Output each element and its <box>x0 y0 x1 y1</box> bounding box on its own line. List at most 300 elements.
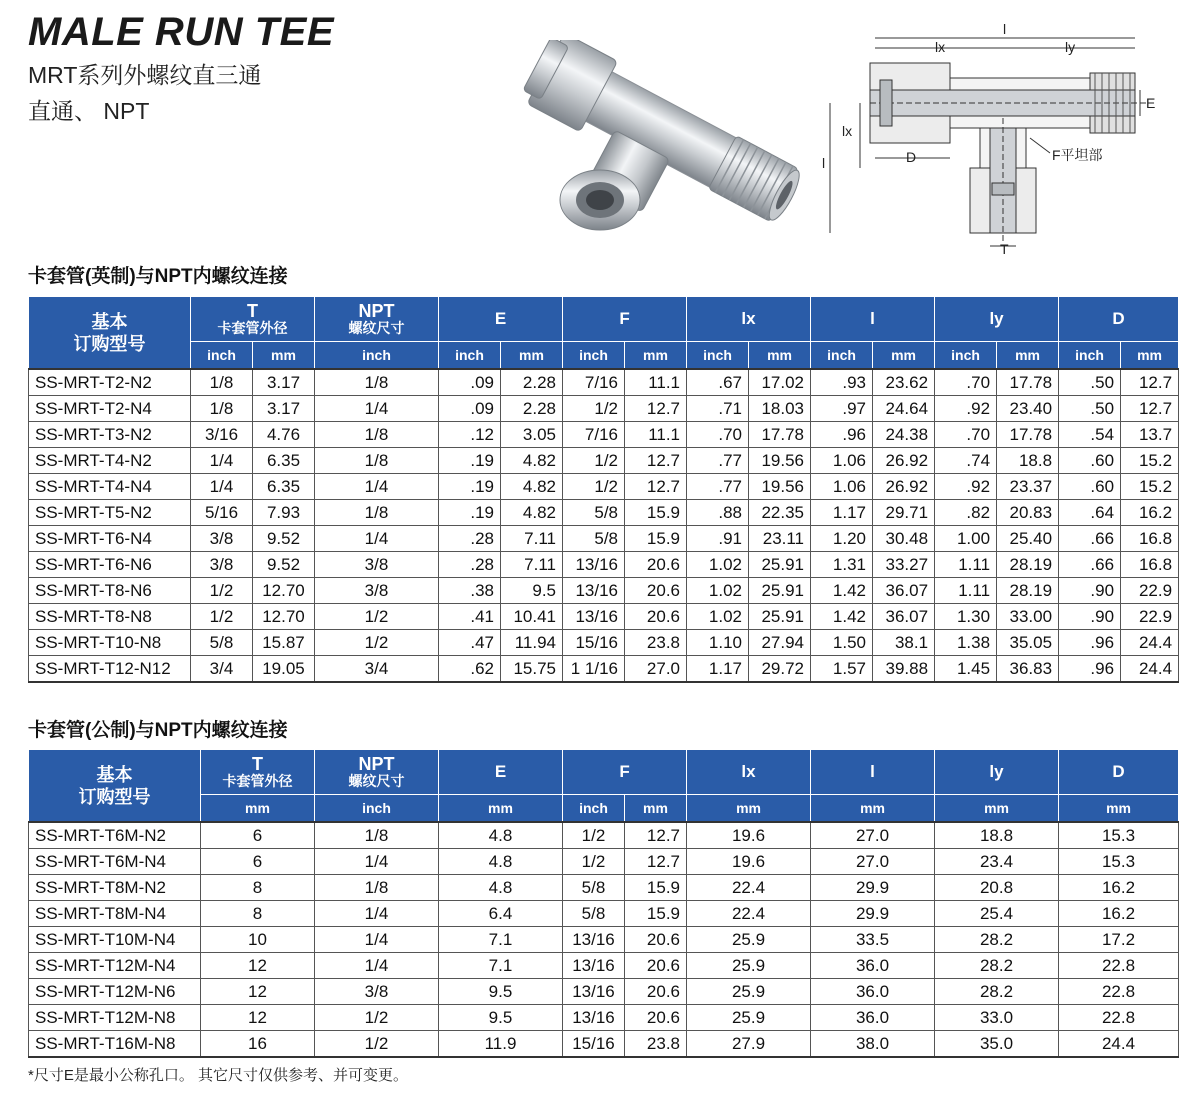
model-cell: SS-MRT-T4-N2 <box>29 448 191 474</box>
table-cell: 15.3 <box>1059 849 1179 875</box>
col-header-t <box>201 750 315 795</box>
table-cell: .19 <box>439 448 501 474</box>
table-cell: 20.8 <box>935 875 1059 901</box>
model-cell: SS-MRT-T10M-N4 <box>29 927 201 953</box>
table-cell: 26.92 <box>873 448 935 474</box>
table-cell: 1.42 <box>811 604 873 630</box>
table-cell: .90 <box>1059 604 1121 630</box>
unit-header: mm <box>749 342 811 370</box>
table-cell: .12 <box>439 422 501 448</box>
table-cell: .47 <box>439 630 501 656</box>
model-cell: SS-MRT-T8-N6 <box>29 578 191 604</box>
diagram-label-t: T <box>1000 241 1009 257</box>
table-cell: 24.4 <box>1121 656 1179 683</box>
table-cell: .19 <box>439 500 501 526</box>
table-cell: 3/8 <box>191 526 253 552</box>
table-cell: 19.6 <box>687 849 811 875</box>
table-cell: 12.7 <box>1121 369 1179 396</box>
table-cell: 33.27 <box>873 552 935 578</box>
model-cell: SS-MRT-T10-N8 <box>29 630 191 656</box>
table-cell: 1.17 <box>811 500 873 526</box>
header-text: NPT <box>358 754 395 774</box>
table-row <box>29 578 1179 604</box>
table-row <box>29 474 1179 500</box>
table-cell: 13/16 <box>563 927 625 953</box>
header-text: 基本 <box>96 764 133 785</box>
table-cell: 28.2 <box>935 953 1059 979</box>
table-cell: .91 <box>687 526 749 552</box>
unit-header: mm <box>439 795 563 823</box>
table-cell: 3/8 <box>315 552 439 578</box>
table-cell: 9.5 <box>501 578 563 604</box>
table-cell: 1.17 <box>687 656 749 683</box>
diagram-label-f: F平坦部 <box>1052 147 1103 163</box>
table-cell: 11.1 <box>625 369 687 396</box>
table-cell: 3/8 <box>315 979 439 1005</box>
table-cell: 5/8 <box>563 875 625 901</box>
table-cell: 25.9 <box>687 1005 811 1031</box>
table-cell: 22.9 <box>1121 578 1179 604</box>
table-cell: 26.92 <box>873 474 935 500</box>
table-cell: .90 <box>1059 578 1121 604</box>
table-cell: .54 <box>1059 422 1121 448</box>
table-cell: 1/8 <box>315 822 439 849</box>
table-cell: .64 <box>1059 500 1121 526</box>
table-cell: 12.70 <box>253 578 315 604</box>
unit-header: inch <box>439 342 501 370</box>
table-cell: 1.00 <box>935 526 997 552</box>
table-cell: 11.1 <box>625 422 687 448</box>
table-cell: 22.8 <box>1059 979 1179 1005</box>
table-cell: 12.7 <box>625 396 687 422</box>
unit-header: inch <box>563 342 625 370</box>
table-cell: 6.4 <box>439 901 563 927</box>
col-header-lx: lx <box>687 297 811 342</box>
col-header-l: l <box>811 750 935 795</box>
table-cell: 17.2 <box>1059 927 1179 953</box>
unit-header: inch <box>563 795 625 823</box>
model-cell: SS-MRT-T8M-N4 <box>29 901 201 927</box>
model-cell: SS-MRT-T6M-N2 <box>29 822 201 849</box>
table-cell: 1/4 <box>315 901 439 927</box>
table-cell: 17.78 <box>749 422 811 448</box>
table-cell: 1/8 <box>315 500 439 526</box>
table-cell: 22.4 <box>687 901 811 927</box>
unit-header: inch <box>687 342 749 370</box>
table-cell: 5/8 <box>563 500 625 526</box>
table-cell: 1/4 <box>191 474 253 500</box>
table-cell: 1/4 <box>315 849 439 875</box>
table-cell: 1 1/16 <box>563 656 625 683</box>
table-cell: 7.1 <box>439 927 563 953</box>
table-cell: 23.11 <box>749 526 811 552</box>
table-row <box>29 953 1179 979</box>
header-text: NPT <box>358 301 395 321</box>
diagram-label-ly: ly <box>1065 39 1076 55</box>
table-cell: 13/16 <box>563 604 625 630</box>
table-cell: 1.57 <box>811 656 873 683</box>
unit-header: mm <box>625 795 687 823</box>
table-cell: 12.7 <box>1121 396 1179 422</box>
table-cell: 2.28 <box>501 369 563 396</box>
table-cell: .28 <box>439 526 501 552</box>
table-row <box>29 901 1179 927</box>
table-cell: 36.0 <box>811 1005 935 1031</box>
table-cell: 28.19 <box>997 552 1059 578</box>
model-cell: SS-MRT-T12M-N8 <box>29 1005 201 1031</box>
model-cell: SS-MRT-T3-N2 <box>29 422 191 448</box>
table-row <box>29 822 1179 849</box>
table-cell: 16.2 <box>1059 901 1179 927</box>
table-cell: .70 <box>687 422 749 448</box>
model-cell: SS-MRT-T12M-N4 <box>29 953 201 979</box>
table-cell: 23.40 <box>997 396 1059 422</box>
table-cell: 25.9 <box>687 927 811 953</box>
table-cell: 1/4 <box>191 448 253 474</box>
table-cell: 25.4 <box>935 901 1059 927</box>
table-cell: 11.94 <box>501 630 563 656</box>
col-header-t <box>191 297 315 342</box>
unit-header: mm <box>1059 795 1179 823</box>
table-cell: 35.0 <box>935 1031 1059 1058</box>
table-cell: 16.2 <box>1121 500 1179 526</box>
table-cell: 18.8 <box>997 448 1059 474</box>
table-row <box>29 396 1179 422</box>
unit-header: inch <box>315 342 439 370</box>
diagram-label-lx-vertical: lx <box>842 123 853 139</box>
table-cell: 23.62 <box>873 369 935 396</box>
table-cell: 23.4 <box>935 849 1059 875</box>
table-cell: .96 <box>1059 656 1121 683</box>
table-cell: 15.9 <box>625 526 687 552</box>
header-text: 螺纹尺寸 <box>348 773 405 789</box>
table-cell: 38.1 <box>873 630 935 656</box>
table-cell: 22.4 <box>687 875 811 901</box>
unit-header: mm <box>253 342 315 370</box>
table-row <box>29 630 1179 656</box>
table-cell: 1.10 <box>687 630 749 656</box>
table-cell: 3/8 <box>315 578 439 604</box>
table-cell: 29.9 <box>811 875 935 901</box>
header-text: 螺纹尺寸 <box>348 320 405 336</box>
table-cell: .66 <box>1059 552 1121 578</box>
table-cell: 9.52 <box>253 526 315 552</box>
table-cell: .93 <box>811 369 873 396</box>
table-cell: 20.6 <box>625 927 687 953</box>
table-cell: 17.78 <box>997 422 1059 448</box>
table-cell: 1/4 <box>315 396 439 422</box>
model-cell: SS-MRT-T4-N4 <box>29 474 191 500</box>
table-cell: 25.91 <box>749 604 811 630</box>
table-cell: 20.6 <box>625 552 687 578</box>
table-cell: .50 <box>1059 396 1121 422</box>
col-header-model <box>29 750 201 823</box>
table-cell: 12.70 <box>253 604 315 630</box>
table-cell: 17.78 <box>997 369 1059 396</box>
table-cell: 13/16 <box>563 578 625 604</box>
metric-spec-table <box>28 749 1179 1058</box>
table-cell: 12.7 <box>625 822 687 849</box>
table-cell: 19.56 <box>749 474 811 500</box>
table-row <box>29 656 1179 683</box>
table-cell: 13/16 <box>563 1005 625 1031</box>
unit-header: mm <box>625 342 687 370</box>
table-cell: 4.8 <box>439 875 563 901</box>
table-cell: 16.8 <box>1121 526 1179 552</box>
col-header-f: F <box>563 297 687 342</box>
table-row <box>29 979 1179 1005</box>
table-cell: 19.56 <box>749 448 811 474</box>
table-cell: 5/16 <box>191 500 253 526</box>
model-cell: SS-MRT-T8M-N2 <box>29 875 201 901</box>
table-cell: 24.38 <box>873 422 935 448</box>
table-cell: 29.9 <box>811 901 935 927</box>
table-cell: 8 <box>201 901 315 927</box>
table-cell: 20.6 <box>625 979 687 1005</box>
table-cell: 36.07 <box>873 578 935 604</box>
table-cell: 1/4 <box>315 953 439 979</box>
col-header-l: l <box>811 297 935 342</box>
table-cell: 13/16 <box>563 979 625 1005</box>
diagram-label-lx: lx <box>935 39 946 55</box>
table-cell: 20.6 <box>625 1005 687 1031</box>
table-cell: 1/2 <box>563 849 625 875</box>
unit-header: inch <box>1059 342 1121 370</box>
table-cell: .19 <box>439 474 501 500</box>
table-cell: 12 <box>201 1005 315 1031</box>
table-cell: 22.8 <box>1059 953 1179 979</box>
table-cell: 15.3 <box>1059 822 1179 849</box>
table-cell: 20.83 <box>997 500 1059 526</box>
table-cell: 5/8 <box>563 526 625 552</box>
table-cell: 16.2 <box>1059 875 1179 901</box>
table-cell: 20.6 <box>625 578 687 604</box>
table-cell: 4.82 <box>501 474 563 500</box>
table-cell: 29.72 <box>749 656 811 683</box>
table-cell: 3.05 <box>501 422 563 448</box>
table-cell: 1/2 <box>563 822 625 849</box>
table-cell: 1/8 <box>315 369 439 396</box>
table-cell: 12.7 <box>625 474 687 500</box>
table-cell: 7/16 <box>563 422 625 448</box>
table-cell: 1/2 <box>315 630 439 656</box>
table-cell: 19.05 <box>253 656 315 683</box>
unit-header: mm <box>1121 342 1179 370</box>
table-cell: 25.9 <box>687 979 811 1005</box>
unit-header: mm <box>997 342 1059 370</box>
table-cell: 28.19 <box>997 578 1059 604</box>
table-cell: 11.9 <box>439 1031 563 1058</box>
table-cell: 8 <box>201 875 315 901</box>
table-cell: 4.8 <box>439 822 563 849</box>
table-cell: 38.0 <box>811 1031 935 1058</box>
table-cell: 1/2 <box>191 604 253 630</box>
table-cell: 1.02 <box>687 552 749 578</box>
table-cell: 7.1 <box>439 953 563 979</box>
table-cell: .60 <box>1059 448 1121 474</box>
page-subtitle: MRT系列外螺纹直三通 <box>28 62 262 88</box>
table-cell: 16 <box>201 1031 315 1058</box>
table-cell: 36.0 <box>811 953 935 979</box>
table-cell: 1/4 <box>315 526 439 552</box>
table-row <box>29 1005 1179 1031</box>
unit-header: mm <box>687 795 811 823</box>
table-cell: .28 <box>439 552 501 578</box>
model-cell: SS-MRT-T16M-N8 <box>29 1031 201 1058</box>
model-cell: SS-MRT-T8-N8 <box>29 604 191 630</box>
model-cell: SS-MRT-T5-N2 <box>29 500 191 526</box>
table-cell: 27.94 <box>749 630 811 656</box>
diagram-label-l-vertical: l <box>822 155 826 171</box>
table-cell: 27.0 <box>625 656 687 683</box>
header-text: 卡套管外径 <box>217 320 288 336</box>
col-header-model <box>29 297 191 370</box>
table-cell: .74 <box>935 448 997 474</box>
table-cell: 3.17 <box>253 396 315 422</box>
table-cell: .88 <box>687 500 749 526</box>
table-row <box>29 369 1179 396</box>
header-text: 卡套管外径 <box>222 773 293 789</box>
table-row <box>29 875 1179 901</box>
page-title: MALE RUN TEE <box>28 10 334 54</box>
model-cell: SS-MRT-T2-N4 <box>29 396 191 422</box>
unit-header: mm <box>873 342 935 370</box>
table-cell: 15.75 <box>501 656 563 683</box>
table-cell: 28.2 <box>935 979 1059 1005</box>
table-cell: 22.9 <box>1121 604 1179 630</box>
table-cell: 6.35 <box>253 448 315 474</box>
table-cell: 1.30 <box>935 604 997 630</box>
table-cell: 3/16 <box>191 422 253 448</box>
table-cell: .96 <box>811 422 873 448</box>
table-row <box>29 448 1179 474</box>
header-text: 订购型号 <box>78 786 151 807</box>
unit-header: mm <box>811 795 935 823</box>
header-text: 订购型号 <box>73 333 146 354</box>
product-photo <box>505 40 805 240</box>
table-cell: 1/8 <box>191 396 253 422</box>
model-cell: SS-MRT-T6-N6 <box>29 552 191 578</box>
table-cell: .60 <box>1059 474 1121 500</box>
unit-header: inch <box>315 795 439 823</box>
table-cell: .50 <box>1059 369 1121 396</box>
col-header-npt <box>315 297 439 342</box>
table-cell: 25.9 <box>687 953 811 979</box>
col-header-f: F <box>563 750 687 795</box>
header-text: T <box>247 301 258 321</box>
table-cell: 25.40 <box>997 526 1059 552</box>
table-cell: 9.5 <box>439 979 563 1005</box>
col-header-lx: lx <box>687 750 811 795</box>
table-cell: 25.91 <box>749 578 811 604</box>
table-cell: .70 <box>935 422 997 448</box>
dimension-diagram <box>820 18 1192 258</box>
table-cell: 39.88 <box>873 656 935 683</box>
table-cell: .97 <box>811 396 873 422</box>
table-cell: 3.17 <box>253 369 315 396</box>
table-cell: 1/2 <box>315 1005 439 1031</box>
table-cell: 1.11 <box>935 578 997 604</box>
table-cell: .77 <box>687 448 749 474</box>
table-cell: 15.9 <box>625 500 687 526</box>
unit-header: mm <box>935 795 1059 823</box>
table-cell: 3/4 <box>191 656 253 683</box>
table-cell: 18.8 <box>935 822 1059 849</box>
table-cell: 27.0 <box>811 822 935 849</box>
table-cell: 1/8 <box>315 875 439 901</box>
table-cell: 25.91 <box>749 552 811 578</box>
table-cell: 30.48 <box>873 526 935 552</box>
table-cell: 4.82 <box>501 448 563 474</box>
table-cell: 10.41 <box>501 604 563 630</box>
table-cell: 1.02 <box>687 578 749 604</box>
table-cell: 5/8 <box>191 630 253 656</box>
table-cell: 1.06 <box>811 448 873 474</box>
table-cell: 17.02 <box>749 369 811 396</box>
table-cell: 33.0 <box>935 1005 1059 1031</box>
table-row <box>29 500 1179 526</box>
col-header-e: E <box>439 750 563 795</box>
table-cell: 1/2 <box>563 448 625 474</box>
table-cell: 7.11 <box>501 552 563 578</box>
unit-header: mm <box>501 342 563 370</box>
table-cell: .09 <box>439 396 501 422</box>
table-cell: 1/8 <box>191 369 253 396</box>
table-cell: 1.31 <box>811 552 873 578</box>
table-cell: .67 <box>687 369 749 396</box>
table-cell: .77 <box>687 474 749 500</box>
table-cell: 12 <box>201 979 315 1005</box>
table-cell: .62 <box>439 656 501 683</box>
table-cell: 23.37 <box>997 474 1059 500</box>
table-cell: .71 <box>687 396 749 422</box>
table-cell: 15/16 <box>563 630 625 656</box>
table-cell: 7.93 <box>253 500 315 526</box>
table-cell: 29.71 <box>873 500 935 526</box>
table-cell: 9.5 <box>439 1005 563 1031</box>
model-cell: SS-MRT-T12-N12 <box>29 656 191 683</box>
table-cell: 12.7 <box>625 849 687 875</box>
unit-header: inch <box>191 342 253 370</box>
table-row <box>29 604 1179 630</box>
table-cell: 15.2 <box>1121 474 1179 500</box>
table-cell: 18.03 <box>749 396 811 422</box>
col-header-ly: ly <box>935 297 1059 342</box>
table-cell: 22.35 <box>749 500 811 526</box>
table-cell: 3/4 <box>315 656 439 683</box>
table-cell: 1/4 <box>315 927 439 953</box>
imperial-spec-table <box>28 296 1179 683</box>
diagram-label-d: D <box>906 149 917 165</box>
table-cell: 1/8 <box>315 448 439 474</box>
table-cell: 33.00 <box>997 604 1059 630</box>
table-cell: 22.8 <box>1059 1005 1179 1031</box>
table-cell: 12 <box>201 953 315 979</box>
table-cell: 1/2 <box>315 1031 439 1058</box>
table-cell: .09 <box>439 369 501 396</box>
header-text: 基本 <box>91 311 128 332</box>
table-cell: 15.87 <box>253 630 315 656</box>
unit-header: inch <box>811 342 873 370</box>
table-row <box>29 1031 1179 1058</box>
model-cell: SS-MRT-T2-N2 <box>29 369 191 396</box>
table-cell: 27.0 <box>811 849 935 875</box>
col-header-e: E <box>439 297 563 342</box>
table-cell: 24.4 <box>1059 1031 1179 1058</box>
table-cell: .96 <box>1059 630 1121 656</box>
table-cell: 28.2 <box>935 927 1059 953</box>
table-cell: 4.82 <box>501 500 563 526</box>
